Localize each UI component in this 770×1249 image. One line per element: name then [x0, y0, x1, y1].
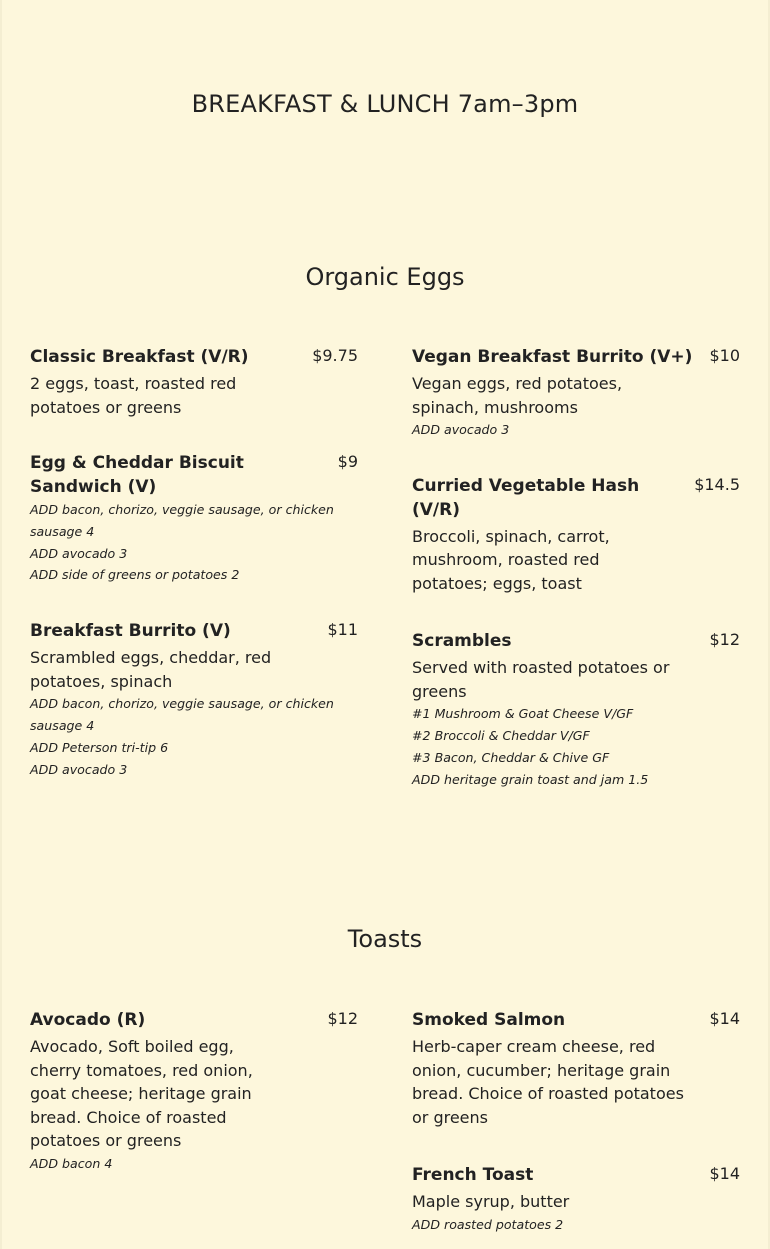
item-name: Avocado (R) [30, 1010, 146, 1030]
item-addons [412, 419, 740, 441]
item-description: Scrambled eggs, cheddar, red potatoes, spinach [30, 648, 272, 691]
item-addon: ADD avocado 3 [30, 761, 128, 777]
item-addon: ADD bacon, chorizo, veggie sausage, or chicken sausage 4 [30, 502, 334, 539]
eggs-column-left [30, 345, 358, 780]
menu-item-classic-breakfast [30, 345, 358, 419]
item-description: 2 eggs, toast, roasted red potatoes or greens [30, 374, 237, 417]
item-addon: ADD bacon 4 [30, 1155, 113, 1171]
item-price: $11 [327, 620, 358, 640]
item-price: $10 [709, 346, 740, 365]
item-addons [412, 703, 740, 790]
item-description: Maple syrup, butter [412, 1192, 570, 1211]
item-description: Herb-caper cream cheese, red onion, cucumber; heritage grain bread. Choice of roasted potatoes or greens [412, 1037, 684, 1127]
menu-item-french-toast [412, 1163, 740, 1235]
eggs-column-right [412, 345, 740, 790]
menu-item-egg-cheddar-biscuit [30, 451, 358, 586]
item-name: Smoked Salmon [412, 1010, 566, 1030]
item-price: $14 [709, 1164, 740, 1183]
item-description: Served with roasted potatoes or greens [412, 658, 670, 701]
toasts-column-left [30, 1008, 358, 1174]
item-addon: ADD Peterson tri-tip 6 [30, 739, 169, 755]
item-name: Vegan Breakfast Burrito (V+) [412, 347, 693, 367]
item-addon: ADD side of greens or potatoes 2 [30, 567, 240, 583]
menu-item-scrambles [412, 629, 740, 790]
menu-item-vegan-breakfast-burrito [412, 345, 740, 441]
item-addons [412, 1214, 740, 1236]
item-addon: ADD avocado 3 [30, 545, 128, 561]
item-addon: #2 Broccoli & Cheddar V/GF [412, 728, 590, 744]
toasts-column-right [412, 1008, 740, 1235]
item-price: $12 [327, 1009, 358, 1028]
section-title-organic-eggs: Organic Eggs [305, 263, 465, 291]
item-addon: #3 Bacon, Cheddar & Chive GF [412, 749, 610, 765]
page-edge-left [0, 0, 2, 1249]
item-addon: ADD heritage grain toast and jam 1.5 [412, 771, 649, 787]
item-name: Egg & Cheddar Biscuit Sandwich (V) [30, 453, 244, 497]
item-name: Classic Breakfast (V/R) [30, 347, 249, 367]
item-price: $14.5 [694, 474, 740, 494]
item-name: French Toast [412, 1165, 534, 1185]
menu-item-breakfast-burrito [30, 619, 358, 780]
menu-item-smoked-salmon [412, 1008, 740, 1129]
item-price: $9.75 [312, 346, 358, 365]
item-addon: ADD avocado 3 [412, 422, 510, 437]
item-addons [30, 1153, 358, 1175]
item-description: Broccoli, spinach, carrot, mushroom, roasted red potatoes; eggs, toast [412, 526, 610, 593]
item-price: $14 [709, 1009, 740, 1028]
item-addons [30, 499, 358, 586]
item-addons [30, 693, 358, 780]
item-addon: ADD bacon, chorizo, veggie sausage, or chicken sausage 4 [30, 696, 334, 733]
item-description: Vegan eggs, red potatoes, spinach, mushrooms [412, 374, 623, 417]
item-name: Curried Vegetable Hash (V/R) [412, 475, 640, 520]
menu-item-avocado-toast [30, 1008, 358, 1174]
item-price: $12 [709, 630, 740, 650]
section-title-toasts: Toasts [347, 925, 423, 953]
item-description: Avocado, Soft boiled egg, cherry tomatoes, red onion, goat cheese; heritage grain bread. Choice of roasted potatoes or greens [30, 1037, 253, 1150]
item-price: $9 [337, 452, 358, 471]
item-addon: #1 Mushroom & Goat Cheese V/GF [412, 706, 634, 722]
item-addon: ADD roasted potatoes 2 [412, 1216, 564, 1232]
item-name: Breakfast Burrito (V) [30, 621, 231, 642]
menu-item-curried-vegetable-hash [412, 474, 740, 596]
item-name: Scrambles [412, 631, 512, 652]
menu-title: BREAKFAST & LUNCH 7am–3pm [191, 90, 579, 118]
